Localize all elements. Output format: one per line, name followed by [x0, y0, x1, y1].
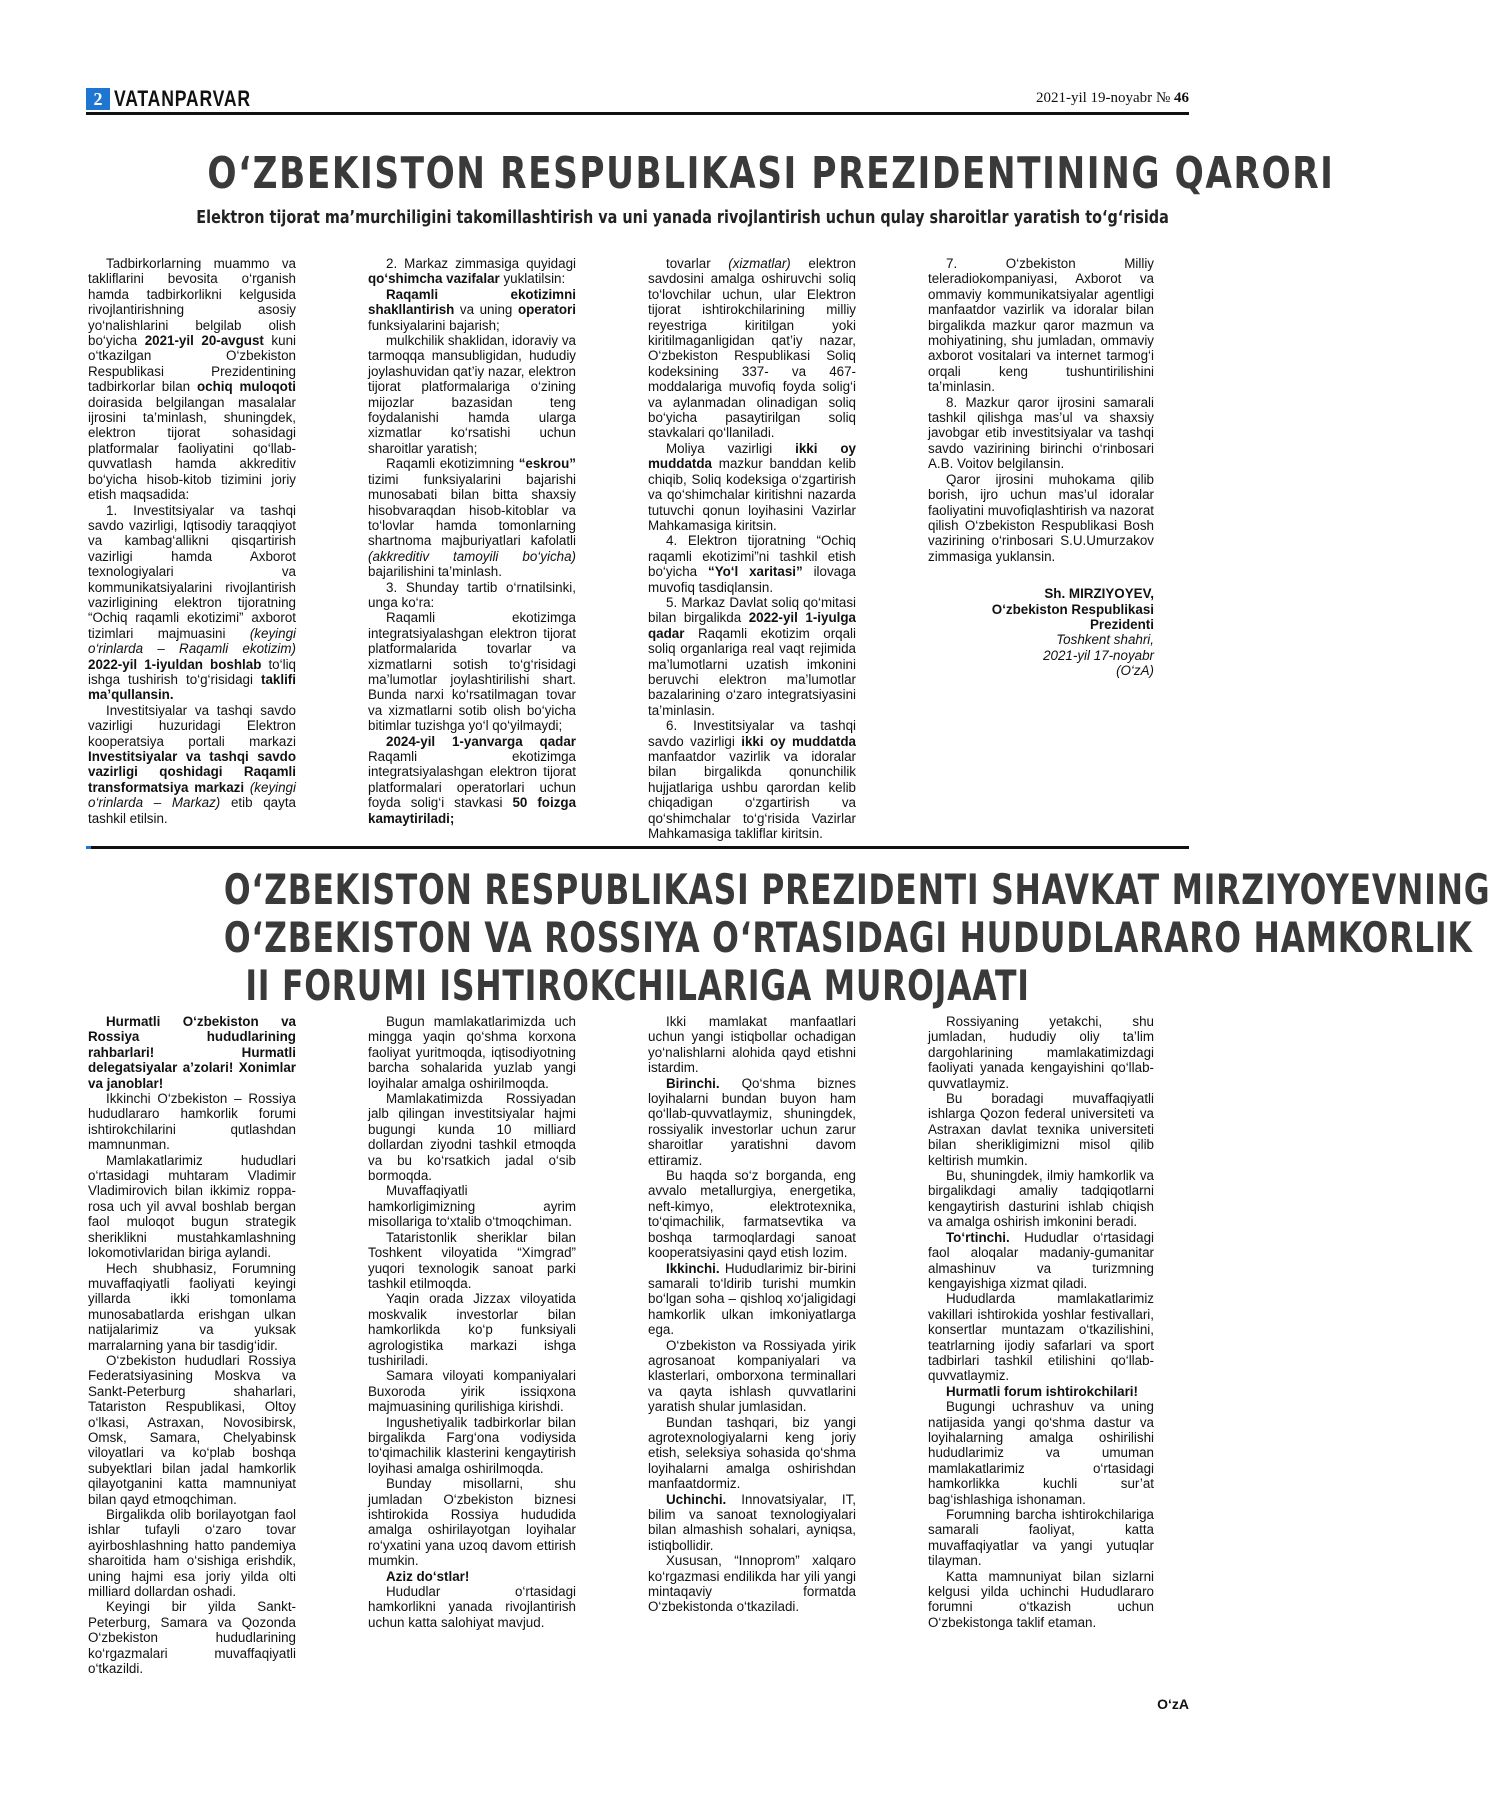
signature-source: (O‘zA): [1116, 663, 1154, 679]
paragraph: Forumning barcha ishtirokchilariga samarali faoliyat, katta muvaffaqiyatlar va yangi yutuqlar tilayman.: [928, 1507, 1154, 1569]
paragraph: Ikki mamlakat manfaatlari uchun yangi istiqbollar ochadigan yo‘nalishlarni alohida qayd etishni istardim.: [648, 1014, 856, 1076]
paragraph: Qaror ijrosini muhokama qilib borish, ijro uchun mas’ul idoralar faoliyatini muvofiqlashtirish va nazorat qilish O‘zbekiston Respublikasi Bosh vazirining o‘rinbosari S.U.Umurzakov zimmasiga yuklansin.: [928, 471, 1154, 564]
paragraph: Investitsiyalar va tashqi savdo vazirligi huzuridagi Elektron kooperatsiya portali markazi Investitsiyalar va tashqi savdo vazirligi qoshidagi Raqamli transformatsiya markazi (keyingi o‘rinlarda – Markaz) etib qayta tashkil etilsin.: [88, 702, 296, 826]
paragraph: O‘zbekiston hududlari Rossiya Federatsiyasining Moskva va Sankt-Peterburg shaharlari, Tatariston Respublikasi, Oltoy o‘lkasi, Astraxan, Novosibirsk, Omsk, Samara, Chelyabinsk viloyatlari va ko‘plab boshqa subyektlari bilan jadal hamkorlik qilayotganini katta mamnuniyat bilan qayd etmoqchiman.: [88, 1352, 296, 1507]
paragraph: Mamlakatlarimiz hududlari o‘rtasidagi muhtaram Vladimir Vladimirovich bilan ikkimiz roppa-rosa uch yil avval boshlab bergan faol muloqot bugun strategik sheriklikni mustahkamlashning lokomotivlaridan biriga aylandi.: [88, 1152, 296, 1261]
paragraph: Hududlarda mamlakatlarimiz vakillari ishtirokida yoshlar festivallari, konsertlar muntazam o‘tkazilishini, teatrlarning ijodiy safarlari va sport tadbirlari tashkil etilishini qo‘llab-quvvatlaymiz.: [928, 1291, 1154, 1384]
article1-subtitle: Elektron tijorat ma’murchiligini takomillashtirish va uni yanada rivojlantirish uchun qulay sharoitlar yaratish to‘g‘risida: [196, 207, 1169, 228]
paragraph: Hurmatli forum ishtirokchilari!: [946, 1383, 1138, 1399]
paragraph: Tataristonlik sheriklar bilan Toshkent viloyatida “Ximgrad” yuqori texnologik sanoat parki tashkil etilmoqda.: [368, 1229, 576, 1291]
article2-title: [86, 865, 1490, 1010]
newspaper-name: VATANPARVAR: [114, 86, 251, 111]
paragraph: Raqamli ekotizimni shakllantirish va uning operatori funksiyalarini bajarish;: [368, 286, 576, 333]
paragraph: Uchinchi. Innovatsiyalar, IT, bilim va sanoat texnologiyalari bilan almashish sohalari, ayniqsa, istiqbollidir.: [648, 1491, 856, 1553]
paragraph: 7. O‘zbekiston Milliy teleradiokompaniyasi, Axborot va ommaviy kommunikatsiyalar agentligi manfaatdor vazirlik va idoralar bilan birgalikda mazkur qaror mazmun va mohiyatining, shu jumladan, ommaviy axborot vositalari va internet tarmog‘i orqali keng tushuntirilishini ta’minlasin.: [928, 256, 1154, 395]
article2-column-1: [88, 1014, 296, 1676]
article1-column-4: [928, 256, 1154, 679]
paragraph: 2024-yil 1-yanvarga qadar Raqamli ekotizimga integratsiyalashgan elektron tijorat platformalari operatorlari uchun foyda solig‘i stavkasi 50 foizga kamaytiriladi;: [368, 733, 577, 826]
page-number: 2: [86, 88, 110, 110]
paragraph: Katta mamnuniyat bilan sizlarni kelgusi yilda uchinchi Hududlararo forumni o‘tkazish uchun O‘zbekistonga taklif etaman.: [928, 1568, 1154, 1630]
paragraph: Birgalikda olib borilayotgan faol ishlar tufayli o‘zaro tovar ayirboshlashning hatto pandemiya sharoitida ham o‘sishiga erishdik, uning hajmi esa joriy yilda olti milliard dollardan oshadi.: [88, 1507, 296, 1600]
signature-name: Sh. MIRZIYOYEV,: [1044, 586, 1154, 602]
paragraph: Hurmatli O‘zbekiston va Rossiya hududlarining rahbarlari! Hurmatli delegatsiyalar a’zolari! Xonimlar va janoblar!: [88, 1014, 296, 1091]
article1-column-2: [368, 256, 576, 826]
title-line: II FORUMI ISHTIROKCHILARIGA MUROJAATI: [245, 961, 1030, 1010]
article1-column-3: [648, 256, 856, 841]
paragraph: Hududlar o‘rtasidagi hamkorlikni yanada rivojlantirish uchun katta salohiyat mavjud.: [368, 1584, 576, 1630]
paragraph: Aziz do‘stlar!: [386, 1568, 470, 1584]
signature-title: O‘zbekiston Respublikasi: [991, 601, 1154, 617]
paragraph: Bugungi uchrashuv va uning natijasida yangi qo‘shma dastur va loyihalarning amalga oshirilishi hududlarimiz va umuman mamlakatlarimiz o‘rtasidagi hamkorlikka kuchli sur’at bag‘ishlashiga ishonaman.: [928, 1399, 1154, 1507]
paragraph: 4. Elektron tijoratning “Ochiq raqamli ekotizimi”ni tashkil etish bo‘yicha “Yo‘l xaritasi” ilovaga muvofiq tasdiqlansin.: [648, 533, 857, 595]
title-line: O‘ZBEKISTON RESPUBLIKASI PREZIDENTI SHAVKAT MIRZIYOYEVNING: [223, 865, 1490, 914]
article2-column-3: [648, 1014, 856, 1615]
paragraph: Raqamli ekotizimga integratsiyalashgan elektron tijorat platformalarida tovarlar va xizmatlarni sotish to‘g‘risidagi ma’lumotlar joylashtirilishi shart. Bunda narxi ko‘rsatilmagan tovar va xizmatlarni sotib olish bo‘yicha bitimlar tuzishga yo‘l qo‘yilmaydi;: [368, 610, 576, 734]
paragraph: Raqamli ekotizimning “eskrou” tizimi funksiyalarini bajarishi munosabati bilan bitta shaxsiy hisobvaraqdan hisob-kitoblar va to‘lovlar hamda tomonlarning shartnoma majburiyatlari kafolatli (akkreditiv tamoyili bo‘yicha) bajarilishini ta’minlash.: [368, 456, 576, 580]
issue-symbol: №: [1155, 90, 1171, 106]
paragraph: To‘rtinchi. Hududlar o‘rtasidagi faol aloqalar madaniy-gumanitar almashinuv va turizmning kengayishiga xizmat qiladi.: [928, 1229, 1154, 1291]
paragraph: Hech shubhasiz, Forumning muvaffaqiyatli faoliyati keyingi yillarda ikki tomonlama munosabatlarda erishgan ulkan natijalarimiz va yuksak marralarning yana bir tasdig‘idir.: [88, 1260, 296, 1353]
paragraph: mulkchilik shaklidan, idoraviy va tarmoqqa mansubligidan, hududiy joylashuvidan qat’iy nazar, elektron tijorat platformalariga o‘zining mijozlar bazasidan teng foydalanishi hamda ularga xizmatlar ko‘rsatishi uchun sharoitlar yaratish;: [368, 333, 576, 456]
paragraph: 8. Mazkur qaror ijrosini samarali tashkil qilishga mas’ul va shaxsiy javobgar etib investitsiyalar va tashqi savdo vazirining birinchi o‘rinbosari A.B. Voitov belgilansin.: [928, 394, 1154, 472]
paragraph: Yaqin orada Jizzax viloyatida moskvalik investorlar bilan hamkorlikda ko‘p funksiyali agrologistika markazi ishga tushiriladi.: [368, 1291, 576, 1368]
paragraph: Bundan tashqari, biz yangi agrotexnologiyalarni keng joriy etish, seleksiya sohasida qo‘shma loyihalarni amalga oshirishdan manfaatdormiz.: [648, 1414, 856, 1492]
paragraph: 5. Markaz Davlat soliq qo‘mitasi bilan birgalikda 2022-yil 1-iyulga qadar Raqamli ekotizim orqali soliq organlariga real vaqt rejimida ma’lumotlarni uzatish imkonini beruvchi elektron ma’lumotlar bazalarining o‘zaro integratsiyasini ta’minlasin.: [648, 594, 856, 718]
paragraph: Keyingi bir yilda Sankt-Peterburg, Samara va Qozonda O‘zbekiston hududlarining ko‘rgazmalari muvaffaqiyatli o‘tkazildi.: [88, 1599, 296, 1677]
date-text: 2021-yil 19-noyabr: [1035, 90, 1153, 106]
paragraph: Rossiyaning yetakchi, shu jumladan, hududiy oliy ta’lim dargohlarining mamlakatimizdagi faoliyati yanada kengayishini qo‘llab-quvvatlaymiz.: [928, 1014, 1154, 1091]
paragraph: 2. Markaz zimmasiga quyidagi qo‘shimcha vazifalar yuklatilsin:: [368, 256, 576, 287]
signature-place: Toshkent shahri,: [1056, 632, 1154, 648]
paragraph: O‘zbekiston va Rossiyada yirik agrosanoat kompaniyalari va klasterlari, omborxona terminallari va qayta ishlash quvvatlarini yaratish shular jumlasidan.: [648, 1337, 856, 1415]
issue-date: [1036, 90, 1189, 107]
paragraph: Birinchi. Qo‘shma biznes loyihalarni bundan buyon ham qo‘llab-quvvatlaymiz, shuningdek, rossiyalik investorlar uchun zarur sharoitlar yaratishni davom ettiramiz.: [648, 1075, 856, 1168]
article2-column-4: [928, 1014, 1154, 1630]
paragraph: tovarlar (xizmatlar) elektron savdosini amalga oshiruvchi soliq to‘lovchilar uchun, ular Elektron tijorat ishtirokchilarining milliy reyestriga kiritilgan yoki kiritilmaganligidan qat’iy nazar, O‘zbekiston Respublikasi Soliq kodeksining 337- va 467-moddalariga muvofiq foyda solig‘i va aylanmadan olinadigan soliq bo‘yicha pasaytirilgan soliq stavkalari qo‘llaniladi.: [648, 256, 857, 441]
paragraph: Ikkinchi. Hududlarimiz bir-birini samarali to‘ldirib turishi mumkin bo‘lgan soha – qishloq xo‘jaligidagi hamkorlik ulkan imkoniyatlarga ega.: [648, 1260, 856, 1338]
paragraph: Bu haqda so‘z borganda, eng avvalo metallurgiya, energetika, neft-kimyo, elektrotexnika, to‘qimachilik, farmatsevtika va boshqa tarmoqlardagi sanoat kooperatsiyasini qayd etish lozim.: [648, 1168, 856, 1261]
page-header: [86, 86, 1189, 115]
paragraph: 6. Investitsiyalar va tashqi savdo vazirligi ikki oy muddatda manfaatdor vazirlik va idoralar bilan birgalikda qonunchilik hujjatlariga ushbu qarordan kelib chiqadigan o‘zgartirish va qo‘shimchalar to‘g‘risida Vazirlar Mahkamasiga takliflar kiritsin.: [648, 718, 856, 842]
paragraph: Samara viloyati kompaniyalari Buxoroda yirik issiqxona majmuasining qurilishiga kirishdi.: [368, 1368, 576, 1415]
signature-title: Prezidenti: [1090, 616, 1154, 632]
article2-body: [88, 1014, 1189, 1694]
article1-title: O‘ZBEKISTON RESPUBLIKASI PREZIDENTINING QARORI: [207, 148, 1335, 199]
paragraph: Bu boradagi muvaffaqiyatli ishlarga Qozon federal universiteti va Astraxan davlat texnika universiteti bilan sherikligimizni misol qilib keltirish mumkin.: [928, 1091, 1154, 1168]
article2-source: O‘zA: [1157, 1696, 1189, 1712]
paragraph: Mamlakatimizda Rossiyadan jalb qilingan investitsiyalar hajmi bugungi kunda 10 milliard dollardan ziyodni tashkil etmoqda va bu ko‘rsatkich jadal o‘sib bormoqda.: [368, 1091, 576, 1184]
paragraph: Bugun mamlakatlarimizda uch mingga yaqin qo‘shma korxona faoliyat yuritmoqda, iqtisodiyotning barcha sohalarida yuzlab yangi loyihalar amalga oshirilmoqda.: [368, 1014, 576, 1091]
issue-number: 46: [1174, 90, 1189, 106]
paragraph: Xususan, “Innoprom” xalqaro ko‘rgazmasi endilikda har yili yangi mintaqaviy formatda O‘zbekistonda o‘tkaziladi.: [648, 1553, 856, 1615]
paragraph: Ikkinchi O‘zbekiston – Rossiya hududlararo hamkorlik forumi ishtirokchilarini qutlashdan mamnunman.: [88, 1091, 296, 1153]
paragraph: 3. Shunday tartib o‘rnatilsinki, unga ko‘ra:: [368, 579, 576, 610]
article1-column-1: [88, 256, 296, 826]
paragraph: Bunday misollarni, shu jumladan O‘zbekiston biznesi ishtirokida Rossiya hududida amalga oshirilayotgan loyihalar ro‘yxatini yana uzoq davom ettirish mumkin.: [368, 1476, 576, 1569]
title-line: O‘ZBEKISTON VA ROSSIYA O‘RTASIDAGI HUDUDLARARO HAMKORLIK: [223, 913, 1473, 962]
paragraph: Moliya vazirligi ikki oy muddatda mazkur banddan kelib chiqib, Soliq kodeksiga o‘zgartirish va qo‘shimchalar kiritishni nazarda tutuvchi qonun loyihasini Vazirlar Mahkamasiga kiritsin.: [648, 440, 857, 533]
paragraph: Bu, shuningdek, ilmiy hamkorlik va birgalikdagi amaliy tadqiqotlarni kengaytirish dasturini ishlab chiqish va amalga oshirish imkonini beradi.: [928, 1168, 1154, 1230]
signature-date: 2021-yil 17-noyabr: [1043, 647, 1154, 663]
paragraph: Muvaffaqiyatli hamkorligimizning ayrim misollariga to‘xtalib o‘tmoqchiman.: [368, 1183, 576, 1230]
paragraph: Tadbirkorlarning muammo va takliflarini bevosita o‘rganish hamda tadbirkorlikni kelgusida rivojlantirishning asosiy yo‘nalishlarini belgilab olish bo‘yicha 2021-yil 20-avgust kuni o‘tkazilgan O‘zbekiston Respublikasi Prezidentining tadbirkorlar bilan ochiq muloqoti doirasida belgilangan masalalar ijrosini ta’minlash, shuningdek, elektron tijorat sohasidagi platformalar faoliyatini qo‘llab-quvvatlash hamda akkreditiv bo‘yicha hisob-kitob tizimini joriy etish maqsadida:: [88, 256, 296, 503]
article2-column-2: [368, 1014, 576, 1630]
section-divider: [86, 846, 1189, 849]
paragraph: 1. Investitsiyalar va tashqi savdo vazirligi, Iqtisodiy taraqqiyot va kambag‘allikni qisqartirish vazirligi hamda Axborot texnologiyalari va kommunikatsiyalarini rivojlantirish vazirligining elektron tijoratning “Ochiq raqamli ekotizimi” axborot tizimlari majmuasini (keyingi o‘rinlarda – Raqamli ekotizim) 2022-yil 1-iyuldan boshlab to‘liq ishga tushirish to‘g‘risidagi taklifi ma’qullansin.: [88, 502, 296, 703]
paragraph: Ingushetiyalik tadbirkorlar bilan birgalikda Farg‘ona vodiysida to‘qimachilik klasterini kengaytirish loyihasi amalga oshirilmoqda.: [368, 1414, 576, 1476]
article1-body: [88, 256, 1189, 842]
